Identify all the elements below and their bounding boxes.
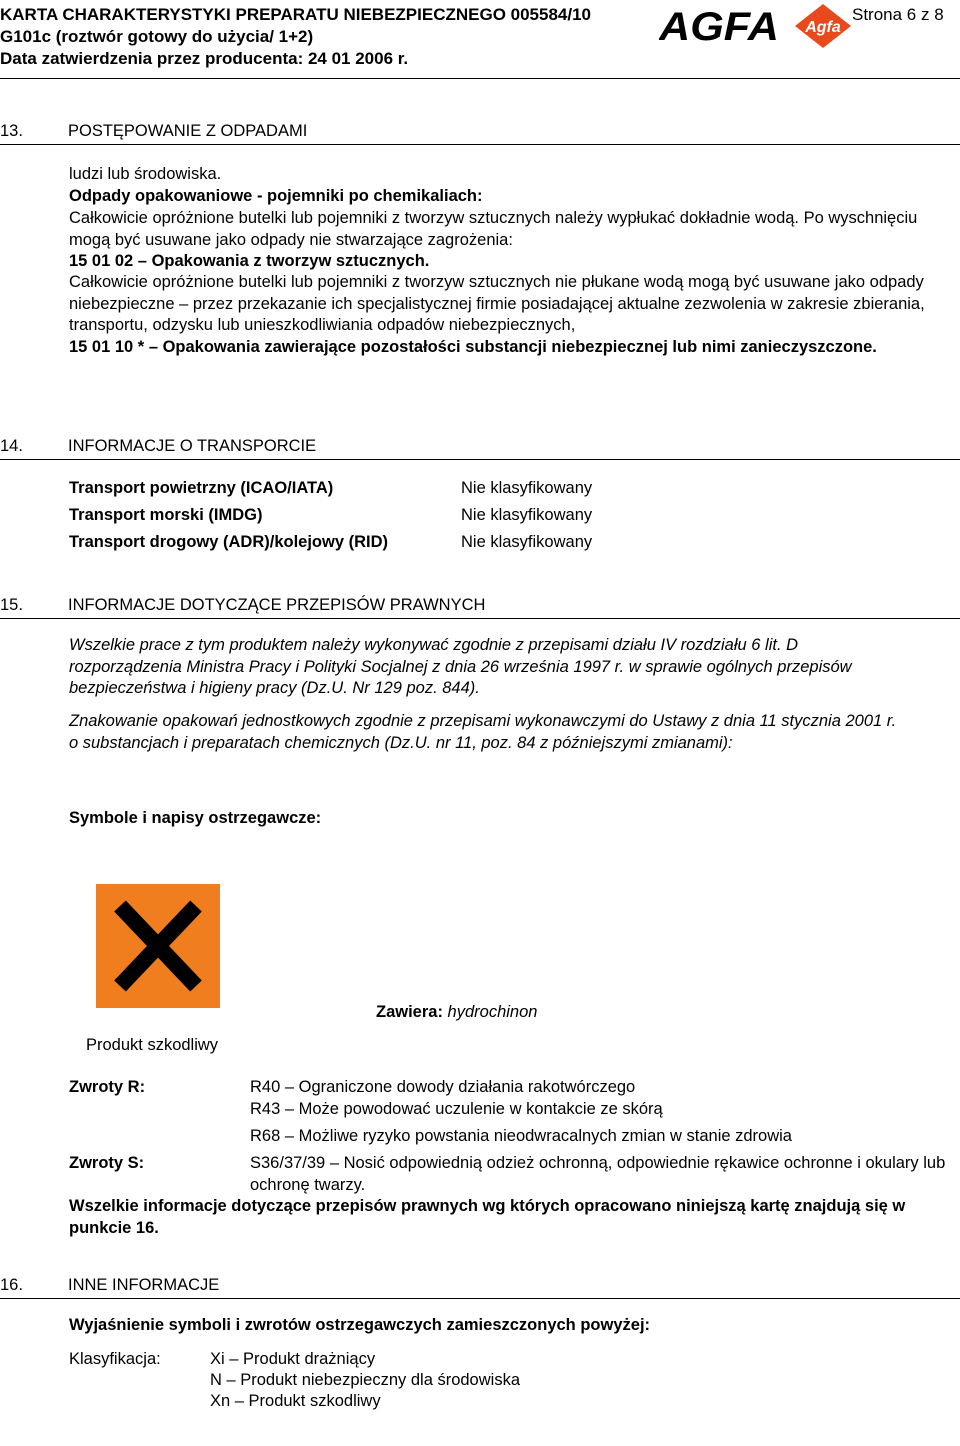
contains-label: Zawiera: xyxy=(376,1003,443,1021)
hazard-symbol-caption: Produkt szkodliwy xyxy=(86,1036,219,1054)
r-phrases-label: Zwroty R: xyxy=(69,1078,146,1096)
classification-label: Klasyfikacja: xyxy=(69,1350,161,1368)
contains-ingredient xyxy=(376,1002,537,1024)
agfa-wordmark-text: AGFA xyxy=(659,6,779,46)
classification-item: Xi – Produkt drażniący xyxy=(210,1350,376,1368)
classification-item: N – Produkt niebezpieczny dla środowiska xyxy=(210,1371,520,1389)
section-title: INFORMACJE DOTYCZĄCE PRZEPISÓW PRAWNYCH xyxy=(68,596,486,614)
s13-paragraph-5: Całkowicie opróżnione butelki lub pojemniki z tworzyw sztucznych nie płukane wodą mogą być usuwane jako odpady niebezpieczne – przez przekazanie ich specjalistycznej firmie posiadającej aktualne zezwolenia w zakresie zbierania, transportu, odzysku lub unieszkodliwiania odpadów niebezpiecznych, xyxy=(69,273,925,334)
section-title: POSTĘPOWANIE Z ODPADAMI xyxy=(68,122,308,140)
transport-label-sea: Transport morski (IMDG) xyxy=(69,506,263,524)
header-divider xyxy=(0,78,960,79)
r-phrase-item: R40 – Ograniczone dowody działania rakotwórczego xyxy=(250,1078,636,1096)
approval-date: Data zatwierdzenia przez producenta: 24 01 2006 r. xyxy=(0,49,409,68)
agfa-wordmark-logo xyxy=(659,6,783,53)
section-number: 15. xyxy=(0,596,23,614)
section-14-underline xyxy=(0,459,960,460)
agfa-badge-logo xyxy=(793,4,853,55)
s-phrase-item: S36/37/39 – Nosić odpowiednią odzież ochronną, odpowiednie rękawice ochronne i okulary lub ochronę twarzy. xyxy=(250,1154,946,1194)
section-15-heading xyxy=(0,595,960,617)
transport-label-road: Transport drogowy (ADR)/kolejowy (RID) xyxy=(69,533,389,551)
r-phrase-item: R43 – Może powodować uczulenie w kontakcie ze skórą xyxy=(250,1100,663,1118)
classification-item: Xn – Produkt szkodliwy xyxy=(210,1392,381,1410)
symbols-explanation-heading: Wyjaśnienie symboli i zwrotów ostrzegawczych zamieszczonych powyżej: xyxy=(69,1316,651,1334)
document-title: KARTA CHARAKTERYSTYKI PREPARATU NIEBEZPIECZNEGO 005584/10 xyxy=(0,5,592,24)
s15-footer-note: Wszelkie informacje dotyczące przepisów prawnych wg których opracowano niniejszą kartę znajdują się w punkcie 16. xyxy=(69,1197,906,1237)
product-name: G101c (roztwór gotowy do użycia/ 1+2) xyxy=(0,27,314,46)
s13-paragraph-3: Całkowicie opróżnione butelki lub pojemniki z tworzyw sztucznych należy wypłukać dokładnie wodą. Po wyschnięciu mogą być usuwane jako odpady nie stwarzające zagrożenia: xyxy=(69,209,918,249)
s15-labelling-paragraph: Znakowanie opakowań jednostkowych zgodnie z przepisami wykonawczymi do Ustawy z dnia 11 stycznia 2001 r. o substancjach i preparatach chemicznych (Dz.U. nr 11, poz. 84 z późniejszymi zmianami): xyxy=(69,712,897,752)
s13-packaging-heading: Odpady opakowaniowe - pojemniki po chemikaliach: xyxy=(69,187,483,205)
agfa-badge-text: Agfa xyxy=(805,19,841,36)
section-number: 14. xyxy=(0,437,23,455)
page-number: Strona 6 z 8 xyxy=(852,5,944,24)
transport-label-air: Transport powietrzny (ICAO/IATA) xyxy=(69,479,334,497)
section-15-underline xyxy=(0,618,960,619)
section-13-heading xyxy=(0,121,960,143)
harmful-hazard-symbol-icon xyxy=(96,884,220,1008)
section-title: INNE INFORMACJE xyxy=(68,1276,220,1294)
s13-waste-code-1: 15 01 02 – Opakowania z tworzyw sztucznych. xyxy=(69,252,430,270)
s13-waste-code-2: 15 01 10 * – Opakowania zawierające pozostałości substancji niebezpiecznej lub nimi zanieczyszczone. xyxy=(69,338,877,356)
s13-paragraph-1: ludzi lub środowiska. xyxy=(69,165,222,183)
transport-value-sea: Nie klasyfikowany xyxy=(461,506,593,524)
section-16-underline xyxy=(0,1298,960,1299)
section-number: 16. xyxy=(0,1276,23,1294)
r-phrase-item: R68 – Możliwe ryzyko powstania nieodwracalnych zmian w stanie zdrowia xyxy=(250,1127,792,1145)
transport-value-air: Nie klasyfikowany xyxy=(461,479,593,497)
section-number: 13. xyxy=(0,122,23,140)
s-phrases-label: Zwroty S: xyxy=(69,1154,145,1172)
section-title: INFORMACJE O TRANSPORCIE xyxy=(68,437,317,455)
transport-value-road: Nie klasyfikowany xyxy=(461,533,593,551)
warning-symbols-heading: Symbole i napisy ostrzegawcze: xyxy=(69,809,322,827)
section-16-heading xyxy=(0,1275,960,1297)
contains-value: hydrochinon xyxy=(447,1003,538,1021)
section-14-heading xyxy=(0,436,960,458)
section-13-underline xyxy=(0,144,960,145)
s15-regulation-paragraph: Wszelkie prace z tym produktem należy wykonywać zgodnie z przepisami działu IV rozdziału 6 lit. D rozporządzenia Ministra Pracy i Polityki Socjalnej z dnia 26 września 1997 r. w sprawie ogólnych przepisów bezpieczeństwa i higieny pracy (Dz.U. Nr 129 poz. 844). xyxy=(69,636,852,697)
